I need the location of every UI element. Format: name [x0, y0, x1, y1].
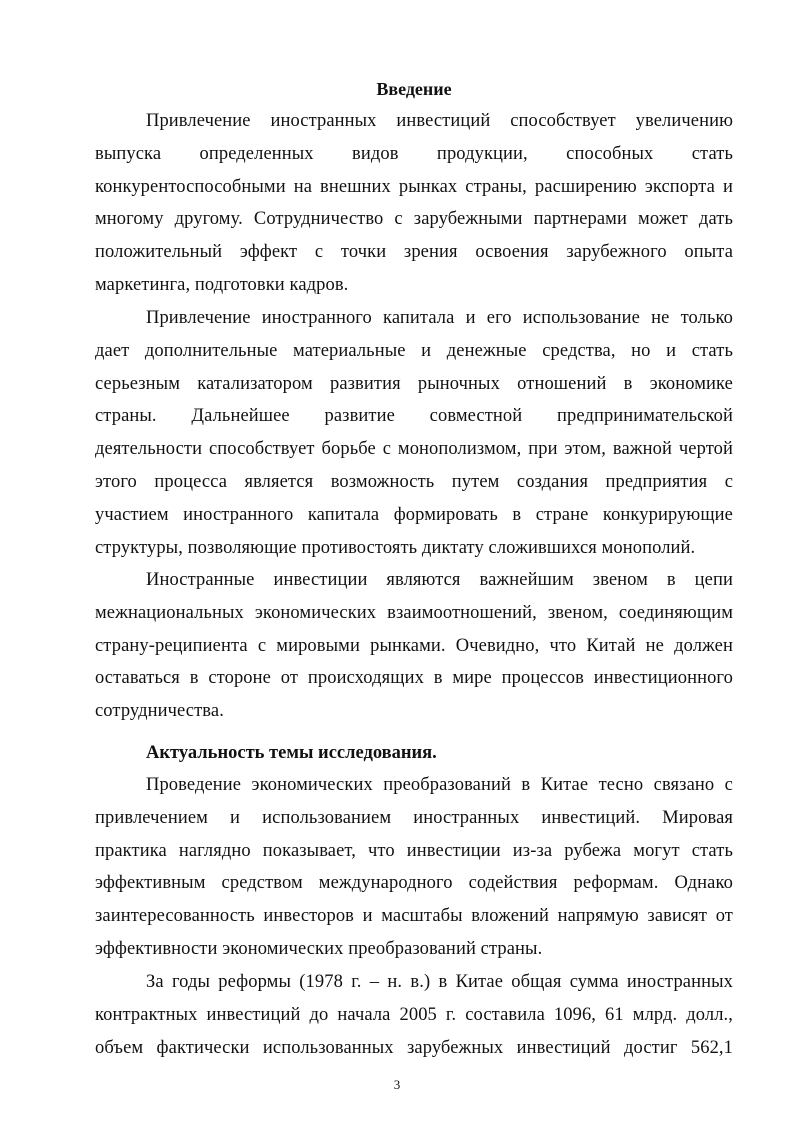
paragraph-line: Привлечение иностранного капитала и его использование не только [146, 308, 733, 328]
paragraph-line: эффективности экономических преобразований страны. [95, 938, 543, 959]
paragraph-line: деятельности способствует борьбе с монополизмом, при этом, важной чертой [95, 439, 733, 460]
paragraph-line: Проведение экономических преобразований в Китае тесно связано с [146, 775, 733, 795]
paragraph-line: оставаться в стороне от происходящих в мире процессов инвестиционного [95, 668, 733, 689]
paragraph-3 [95, 564, 733, 728]
paragraph-line: эффективным средством международного содействия реформам. Однако [95, 873, 733, 894]
paragraph-4 [95, 769, 733, 966]
subsection-heading: Актуальность темы исследования. [146, 743, 437, 763]
paragraph-line: межнациональных экономических взаимоотношений, звеном, соединяющим [95, 602, 733, 623]
paragraph-line: сотрудничества. [95, 701, 224, 722]
paragraph-line: маркетинга, подготовки кадров. [95, 274, 349, 295]
paragraph-line: практика наглядно показывает, что инвестиции из-за рубежа могут стать [95, 840, 733, 861]
paragraph-line: Иностранные инвестиции являются важнейшим звеном в цепи [146, 570, 733, 590]
paragraph-1 [95, 105, 733, 302]
paragraph-line: серьезным катализатором развития рыночных отношений в экономике [95, 373, 733, 394]
page-number: 3 [393, 1077, 401, 1092]
paragraph-line: страну-реципиента с мировыми рынками. Очевидно, что Китай не должен [95, 635, 733, 656]
paragraph-line: объем фактически использованных зарубежных инвестиций достиг 562,1 [95, 1037, 733, 1058]
paragraph-line: положительный эффект с точки зрения освоения зарубежного опыта [95, 242, 733, 263]
paragraph-line: Привлечение иностранных инвестиций способствует увеличению [146, 111, 733, 131]
paragraph-line: дает дополнительные материальные и денежные средства, но и стать [95, 340, 733, 361]
paragraph-line: конкурентоспособными на внешних рынках страны, расширению экспорта и [95, 176, 733, 197]
section-heading: Введение [376, 79, 452, 99]
paragraph-line: контрактных инвестиций до начала 2005 г. составила 1096, 61 млрд. долл., [95, 1004, 733, 1025]
paragraph-line: выпуска определенных видов продукции, способных стать [95, 143, 733, 164]
paragraph-line: этого процесса является возможность путем создания предприятия с [95, 471, 733, 492]
paragraph-2 [95, 302, 733, 564]
paragraph-line: заинтересованность инвесторов и масштабы вложений напрямую зависят от [95, 906, 733, 927]
paragraph-5 [95, 966, 733, 1064]
paragraph-line: привлечением и использованием иностранных инвестиций. Мировая [95, 807, 733, 828]
paragraph-line: страны. Дальнейшее развитие совместной предпринимательской [95, 406, 733, 427]
paragraph-line: участием иностранного капитала формировать в стране конкурирующие [95, 504, 733, 525]
paragraph-line: структуры, позволяющие противостоять диктату сложившихся монополий. [95, 537, 696, 558]
paragraph-line: многому другому. Сотрудничество с зарубежными партнерами может дать [95, 209, 733, 230]
paragraph-line: За годы реформы (1978 г. – н. в.) в Китае общая сумма иностранных [146, 972, 733, 992]
